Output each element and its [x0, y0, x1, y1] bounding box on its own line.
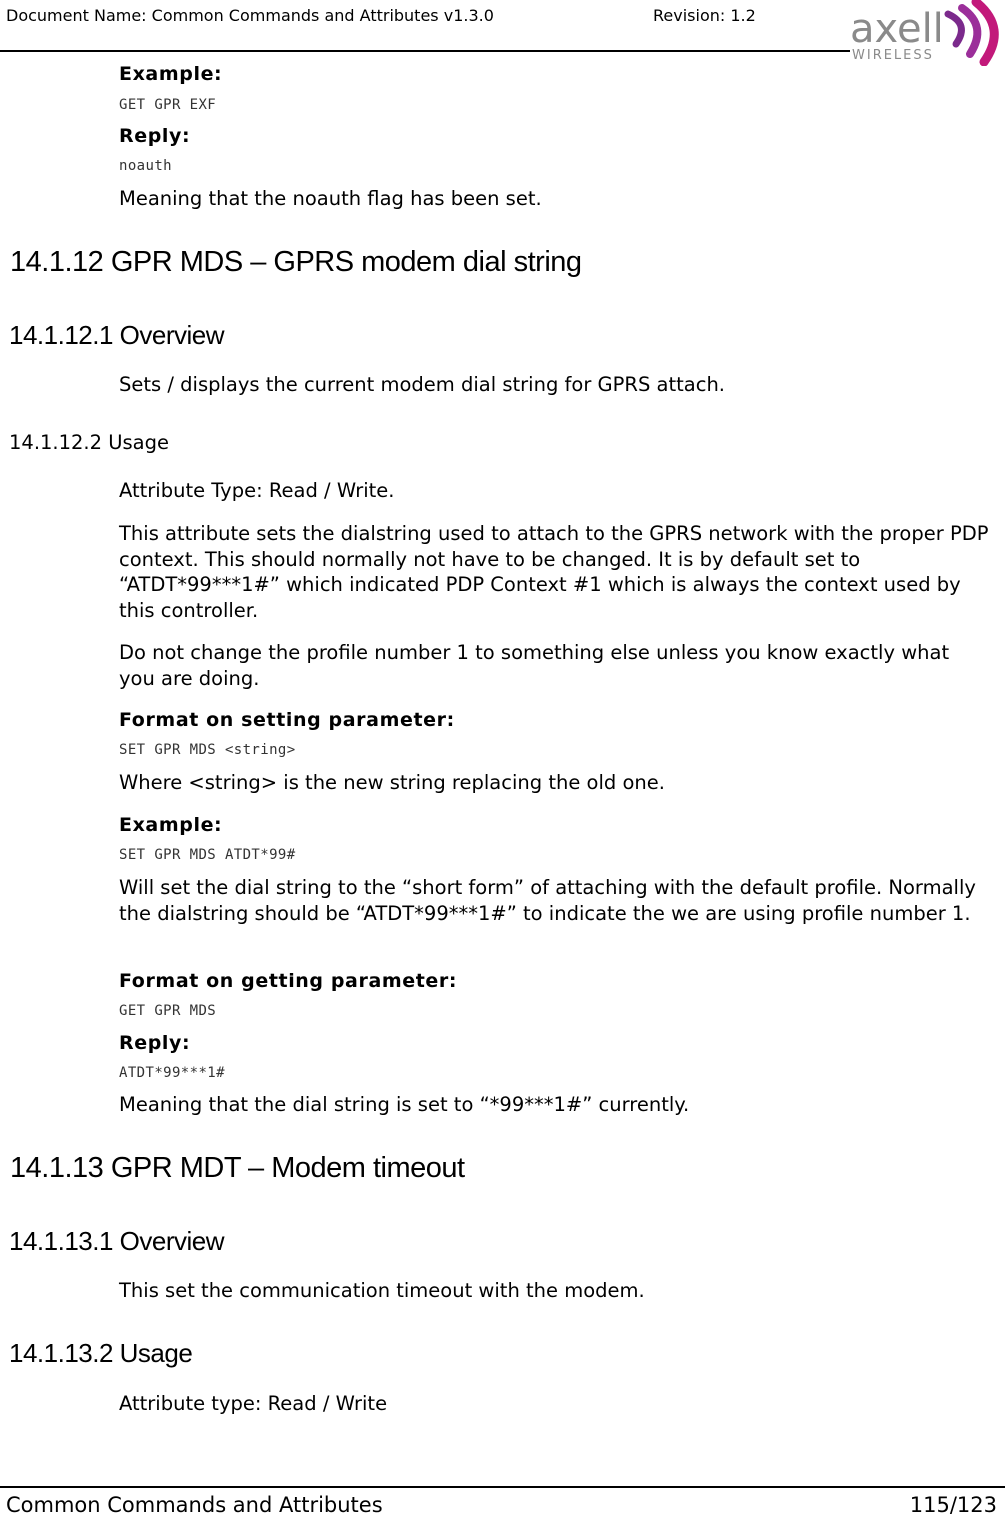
- section-heading-gpr-mdt: 14.1.13 GPR MDT – Modem timeout: [10, 1152, 465, 1184]
- example-label: Example:: [119, 63, 223, 85]
- revision: Revision: 1.2: [653, 6, 756, 25]
- reply-label: Reply:: [119, 125, 191, 147]
- axell-wireless-logo: [848, 0, 1005, 66]
- page-number: 115/123: [909, 1493, 997, 1517]
- subsection-heading-usage: 14.1.13.2 Usage: [9, 1338, 193, 1368]
- document-name: Document Name: Common Commands and Attributes v1.3.0: [6, 6, 494, 25]
- example-code: SET GPR MDS ATDT*99#: [119, 847, 296, 863]
- section-heading-gpr-mds: 14.1.12 GPR MDS – GPRS modem dial string: [10, 246, 582, 278]
- subsection-heading-usage: 14.1.12.2 Usage: [9, 431, 169, 454]
- set-format-description: Where <string> is the new string replacing the old one.: [119, 771, 665, 794]
- example-code: GET GPR EXF: [119, 97, 217, 113]
- meaning-text: Meaning that the noauth flag has been set.: [119, 187, 542, 210]
- attribute-type: Attribute type: Read / Write: [119, 1392, 388, 1415]
- footer-rule: [0, 1486, 1005, 1488]
- description-paragraph: This attribute sets the dialstring used to attach to the GPRS network with the proper PDP context. This should normally not have to be changed. It is by default set to “ATDT*99***1#” which indicated PDP Context #1 which is always the context used by this controller.: [119, 522, 989, 622]
- overview-text: This set the communication timeout with the modem.: [119, 1279, 645, 1302]
- logo-swoosh-1: [948, 14, 961, 44]
- header-rule: [0, 50, 850, 52]
- set-format-label: Format on setting parameter:: [119, 709, 455, 731]
- footer-title: Common Commands and Attributes: [6, 1493, 383, 1517]
- logo-subtitle: WIRELESS: [852, 48, 934, 63]
- get-format-code: GET GPR MDS: [119, 1003, 217, 1019]
- warning-paragraph: Do not change the profile number 1 to something else unless you know exactly what you are doing.: [119, 641, 950, 690]
- get-format-label: Format on getting parameter:: [119, 970, 458, 992]
- example-description: Will set the dial string to the “short form” of attaching with the default profile. Normally the dialstring should be “ATDT*99***1#” to indicate the we are using profile number 1.: [119, 876, 976, 925]
- meaning-text: Meaning that the dial string is set to “*99***1#” currently.: [119, 1093, 690, 1116]
- logo-wordmark: axell: [850, 6, 944, 52]
- attribute-type: Attribute Type: Read / Write.: [119, 479, 395, 502]
- reply-code: ATDT*99***1#: [119, 1065, 225, 1081]
- subsection-heading-overview: 14.1.12.1 Overview: [9, 320, 225, 350]
- reply-label: Reply:: [119, 1032, 191, 1054]
- example-label: Example:: [119, 814, 223, 836]
- subsection-heading-overview: 14.1.13.1 Overview: [9, 1226, 225, 1256]
- reply-code: noauth: [119, 158, 172, 174]
- set-format-code: SET GPR MDS <string>: [119, 742, 296, 758]
- overview-text: Sets / displays the current modem dial string for GPRS attach.: [119, 373, 725, 396]
